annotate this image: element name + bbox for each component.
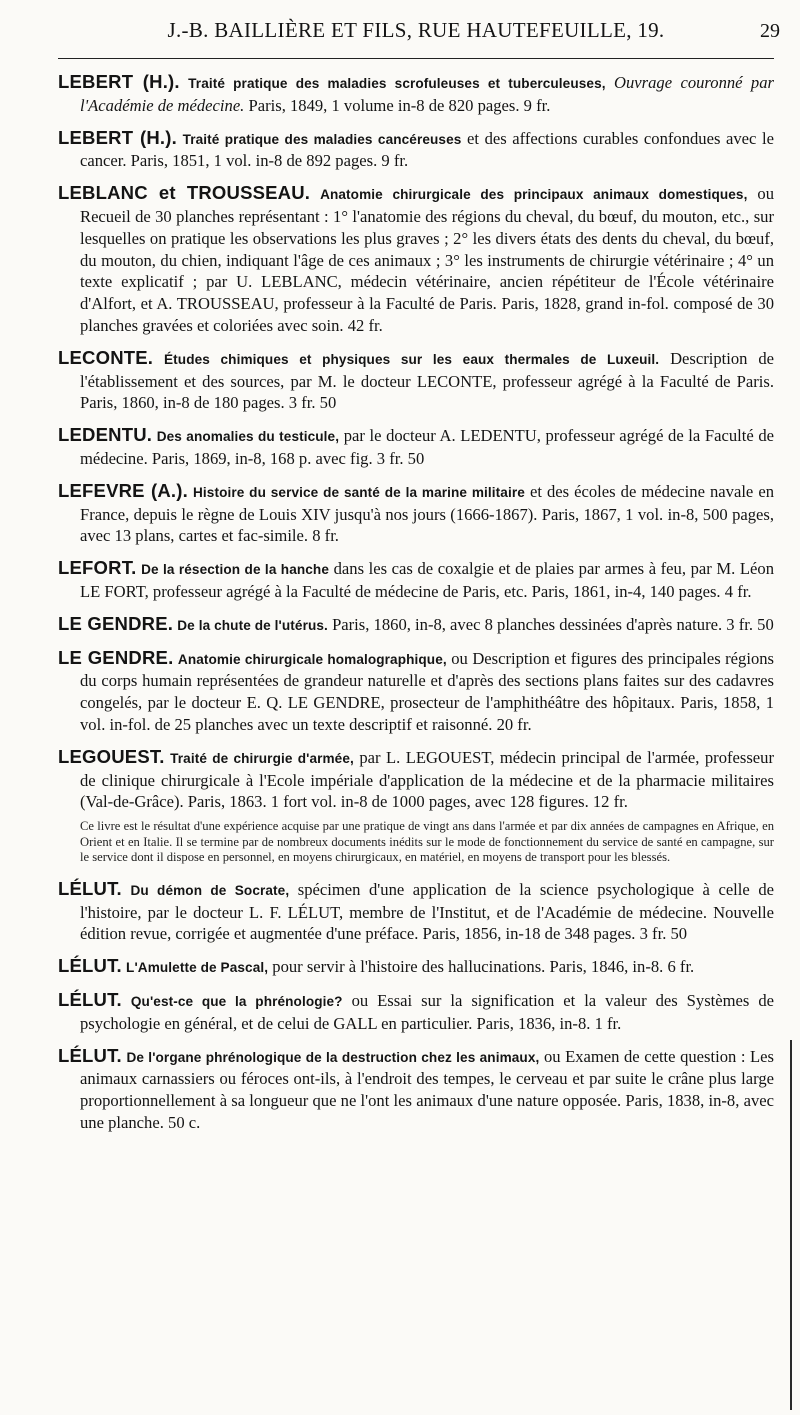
entry-author: LE GENDRE. — [58, 612, 174, 634]
entry-price: 50 c. — [168, 1113, 201, 1133]
entry-author: LEBERT (H.). — [58, 126, 177, 148]
entry-price: 8 fr. — [312, 526, 339, 546]
page-number: 29 — [760, 20, 780, 42]
entry-body: spécimen d'une application de la science psychologique à celle de l'histoire, par le docteur L. F. LÉLUT, membre de l'Institut, et de l'Académie de médecine. Nouvelle édition revue, corrigée et augmentée d'une préface. Paris, 1856, in-18 de 348 pages. — [80, 879, 774, 944]
entry-title: Histoire du service de santé de la marine militaire — [192, 484, 525, 500]
entry-author: LEDENTU. — [58, 424, 153, 446]
publisher-header: J.-B. BAILLIÈRE ET FILS, RUE HAUTEFEUILLE, 19. — [167, 18, 665, 42]
entry-body: dans les cas de coxalgie et de plaies par armes à feu, par M. Léon LE FORT, professeur agrégé à la Faculté de médecine de Paris, etc. Paris, 1861, in-4, 140 pages. — [80, 559, 774, 601]
entry-price: 12 fr. — [592, 792, 628, 812]
entry-body: pour servir à l'histoire des hallucinations. Paris, 1846, in-8. — [272, 957, 664, 977]
entry-title: Traité pratique des maladies cancéreuses — [182, 131, 462, 147]
entry-author: LEBLANC et TROUSSEAU. — [58, 182, 311, 204]
entry-title: Études chimiques et physiques sur les eaux thermales de Luxeuil. — [164, 351, 660, 367]
entry-body: ou Essai sur la signification et la valeur des Systèmes de psychologie en général, et de celui de GALL en particulier. Paris, 1836, in-8. — [80, 991, 774, 1033]
entry-author: LEGOUEST. — [58, 745, 165, 767]
entry-body: Paris, 1849, 1 volume in-8 de 820 pages. — [248, 95, 520, 115]
entry-author: LE GENDRE. — [58, 646, 174, 668]
entry-price: 9 fr. — [381, 151, 409, 171]
entry-title: Traité de chirurgie d'armée, — [170, 750, 354, 766]
entry-price: 3 fr. 50 — [639, 924, 688, 944]
catalogue-entries — [58, 59, 774, 1134]
entry-title: Anatomie chirurgicale homalographique, — [177, 651, 447, 667]
entry-title: Qu'est-ce que la phrénologie? — [130, 994, 343, 1010]
entry-body: ou Recueil de 30 planches représentant : 1° l'anatomie des régions du cheval, du bœuf, du mouton, etc., sur lesquelles on pratique les observations les plus graves ; 2° les divers états des dents du cheval, du bœuf, du mouton, du chien, indiquant l'âge de ces animaux ; 3° les instruments de chirurgie vétérinaire ; 4° un texte explicatif ; par U. LEBLANC, médecin vétérinaire, ancien répétiteur de l'École vétérinaire d'Alfort, et A. TROUSSEAU, professeur à la Faculté de Paris. Paris, 1828, grand in-fol. composé de 30 planches gravées et coloriées avec soin. — [80, 184, 774, 335]
entry-author: LÉLUT. — [58, 955, 122, 977]
catalogue-entry — [58, 613, 774, 637]
catalogue-entry — [58, 424, 774, 470]
running-head — [58, 18, 780, 59]
catalogue-entry — [58, 71, 774, 117]
entry-body: et des affections curables confondues avec le cancer. Paris, 1851, 1 vol. in-8 de 892 pages. — [80, 128, 774, 171]
entry-title: Des anomalies du testicule, — [156, 429, 340, 445]
entry-author: LEBERT (H.). — [58, 71, 180, 92]
entry-title: De la résection de la hanche — [141, 562, 329, 578]
entry-title: De la chute de l'utérus. — [177, 617, 328, 633]
entry-price: 42 fr. — [347, 315, 383, 335]
entry-price: 6 fr. — [667, 957, 695, 977]
entry-price: 1 fr. — [594, 1013, 622, 1033]
entry-author: LEFORT. — [58, 557, 137, 579]
catalogue-entry — [58, 127, 774, 173]
entry-title: Traité pratique des maladies scrofuleuses et tuberculeuses, — [188, 76, 606, 91]
catalogue-entry — [58, 1045, 774, 1134]
catalogue-entry — [58, 347, 774, 414]
entry-body: Description de l'établissement et des sources, par M. le docteur LECONTE, professeur agrégé à la Faculté de Paris. Paris, 1860, in-8 de 180 pages. — [80, 348, 775, 413]
catalogue-page — [58, 0, 780, 1144]
entry-price: 3 fr. 50 — [726, 614, 774, 634]
entry-price: 4 fr. — [724, 581, 752, 601]
catalogue-entry — [58, 182, 774, 337]
entry-author: LEFEVRE (A.). — [58, 479, 188, 501]
catalogue-entry — [58, 480, 774, 547]
entry-title: L'Amulette de Pascal, — [126, 960, 269, 976]
entry-price: 9 fr. — [523, 95, 551, 115]
catalogue-entry — [58, 746, 774, 813]
catalogue-entry — [58, 989, 774, 1035]
entry-title: De l'organe phrénologique de la destruction chez les animaux, — [126, 1049, 540, 1065]
entry-subtitle: Ouvrage couronné par l'Académie de médecine. — [80, 73, 774, 115]
entry-body: par le docteur A. LEDENTU, professeur agrégé de la Faculté de médecine. Paris, 1869, in-8, 168 p. avec fig. — [80, 426, 774, 468]
catalogue-entry — [58, 647, 774, 736]
entry-author: LECONTE. — [58, 346, 154, 368]
entry-body: Paris, 1860, in-8, avec 8 planches dessinées d'après nature. — [332, 614, 723, 634]
binding-edge-line — [790, 1040, 792, 1410]
entry-price: 3 fr. 50 — [288, 393, 337, 413]
entry-title: Anatomie chirurgicale des principaux animaux domestiques, — [320, 187, 748, 203]
catalogue-entry — [58, 557, 774, 603]
entry-title: Du démon de Socrate, — [130, 882, 290, 898]
entry-note: Ce livre est le résultat d'une expérience acquise par une pratique de vingt ans dans l'armée et par dix années de campagnes en Afrique, en Orient et en Italie. Il se termine par de nombreux documents inédits sur le mode de fonctionnement du service de santé en campagne, sur le service dont il dispose en personnel, en moyens chirurgicaux, en matériel, en moyens de transport pour les blessés. — [80, 819, 774, 865]
entry-body: par L. LEGOUEST, médecin principal de l'armée, professeur de clinique chirurgicale à l'Ecole impériale d'application de la médecine et de la pharmacie militaires (Val-de-Grâce). Paris, 1863. 1 fort vol. in-8 de 1000 pages, avec 128 figures. — [80, 747, 774, 812]
catalogue-entry — [58, 955, 774, 979]
entry-author: LÉLUT. — [58, 1044, 122, 1066]
entry-author: LÉLUT. — [58, 989, 122, 1011]
entry-body: et des écoles de médecine navale en France, depuis le règne de Louis XIV jusqu'à nos jours (1666-1867). Paris, 1867, 1 vol. in-8, 500 pages, avec 13 plans, cartes et fac-simile. — [80, 481, 775, 546]
catalogue-entry — [58, 878, 774, 945]
entry-body: ou Description et figures des principales régions du corps humain représentées de grandeur naturelle et d'après des sections plans faites sur des cadavres congelés, par le docteur E. Q. LE GENDRE, prosecteur de l'amphithéâtre des hôpitaux. Paris, 1858, 1 vol. in-fol. de 25 planches avec un texte descriptif et raisonné. — [80, 648, 774, 734]
entry-author: LÉLUT. — [58, 877, 122, 899]
entry-price: 20 fr. — [496, 714, 532, 734]
entry-body: ou Examen de cette question : Les animaux carnassiers ou féroces ont-ils, à l'endroit des tempes, le cerveau et par suite le crâne plus large proportionnellement à sa longueur que ne l'ont les animaux d'une nature opposée. Paris, 1838, in-8, avec une planche. — [80, 1046, 774, 1133]
entry-price: 3 fr. 50 — [376, 448, 425, 468]
